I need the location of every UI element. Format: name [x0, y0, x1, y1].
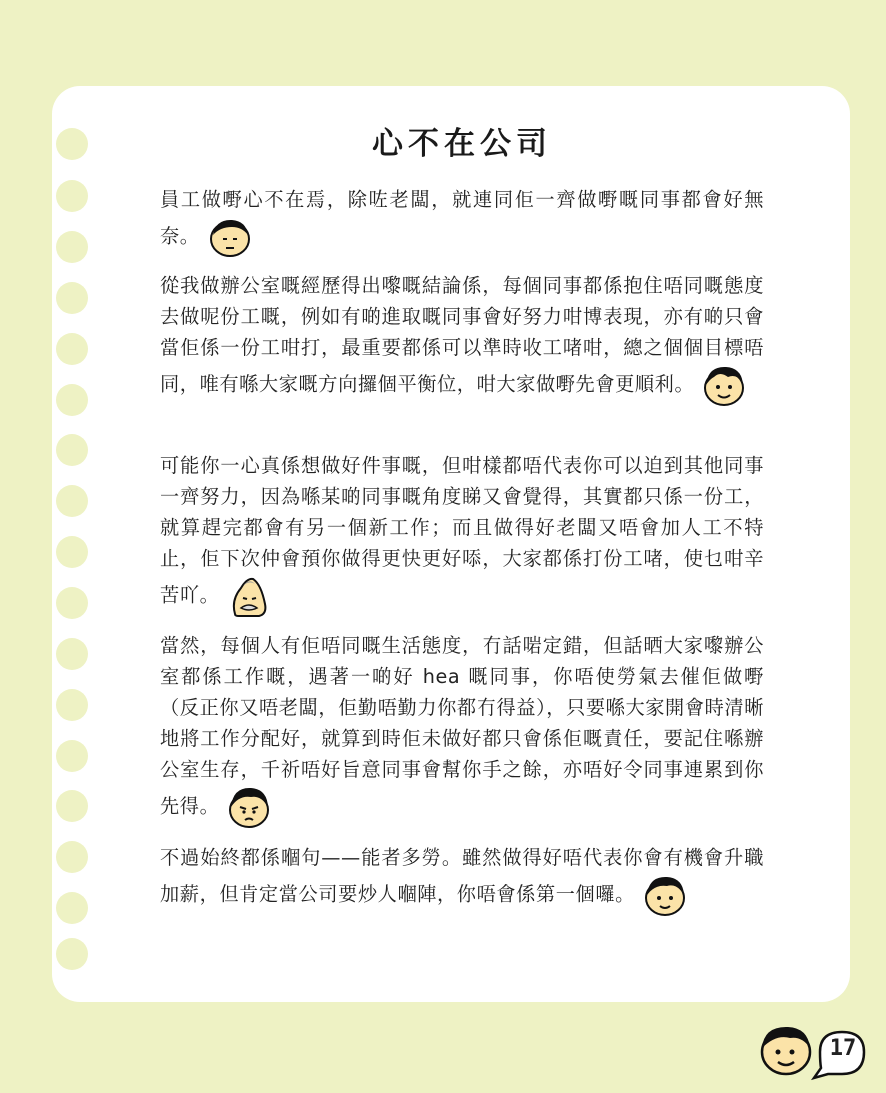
binder-hole — [56, 485, 88, 517]
binder-hole — [56, 434, 88, 466]
paragraph-1 — [160, 184, 764, 259]
page-number-badge — [758, 1020, 868, 1082]
binder-hole — [56, 689, 88, 721]
paragraph-3 — [160, 450, 764, 618]
binder-hole — [56, 587, 88, 619]
binder-hole — [56, 938, 88, 970]
binder-hole — [56, 841, 88, 873]
paragraph-text: 不過始終都係嗰句——能者多勞。雖然做得好唔代表你會有機會升職加薪，但肯定當公司要炒人嗰陣，你唔會係第一個囉。 — [160, 846, 764, 906]
binder-hole — [56, 536, 88, 568]
binder-hole — [56, 384, 88, 416]
old-man-face-icon — [225, 574, 273, 618]
smiling-face-icon — [700, 363, 748, 407]
binder-hole — [56, 638, 88, 670]
paragraph-2 — [160, 270, 764, 407]
binder-hole — [56, 180, 88, 212]
happy-face-icon — [641, 873, 689, 917]
paragraph-5 — [160, 842, 764, 917]
paragraph-text: 可能你一心真係想做好件事嘅，但咁樣都唔代表你可以迫到其他同事一齊努力，因為喺某啲同事嘅角度睇又會覺得，其實都只係一份工，就算趕完都會有另一個新工作；而且做得好老闆又唔會加人工不特止，佢下次仲會預你做得更快更好㖭，大家都係打份工啫，使乜咁辛苦吖。 — [160, 454, 764, 607]
paragraph-text: 當然，每個人有佢唔同嘅生活態度，冇話啱定錯，但話晒大家嚟辦公室都係工作嘅，遇著一啲好 hea 嘅同事，你唔使勞氣去催佢做嘢 （反正你又唔老闆，佢勤唔勤力你都冇得益），只要喺大家開會時清晰地將工作分配好，就算到時佢未做好都只會係佢嘅責任，要記住喺辦公室生存，千祈唔好旨意同事會幫你手之餘，亦唔好令同事連累到你先得。 — [160, 634, 764, 818]
binder-hole — [56, 790, 88, 822]
binder-hole — [56, 740, 88, 772]
paragraph-text: 從我做辦公室嘅經歷得出嚟嘅結論係，每個同事都係抱住唔同嘅態度去做呢份工嘅，例如有啲進取嘅同事會好努力咁博表現，亦有啲只會當佢係一份工咁打，最重要都係可以準時收工啫咁，總之個個目標唔同，唯有喺大家嘅方向攞個平衡位，咁大家做嘢先會更順利。 — [160, 274, 764, 396]
binder-hole — [56, 333, 88, 365]
binder-hole — [56, 231, 88, 263]
neutral-face-icon — [206, 215, 254, 259]
binder-hole — [56, 282, 88, 314]
page-title: 心不在公司 — [372, 126, 552, 162]
binder-hole — [56, 892, 88, 924]
paragraph-text: 員工做嘢心不在焉，除咗老闆，就連同佢一齊做嘢嘅同事都會好無奈。 — [160, 188, 764, 248]
paragraph-4 — [160, 630, 764, 829]
annoyed-face-icon — [225, 785, 273, 829]
page-number: 17 — [829, 1036, 857, 1061]
